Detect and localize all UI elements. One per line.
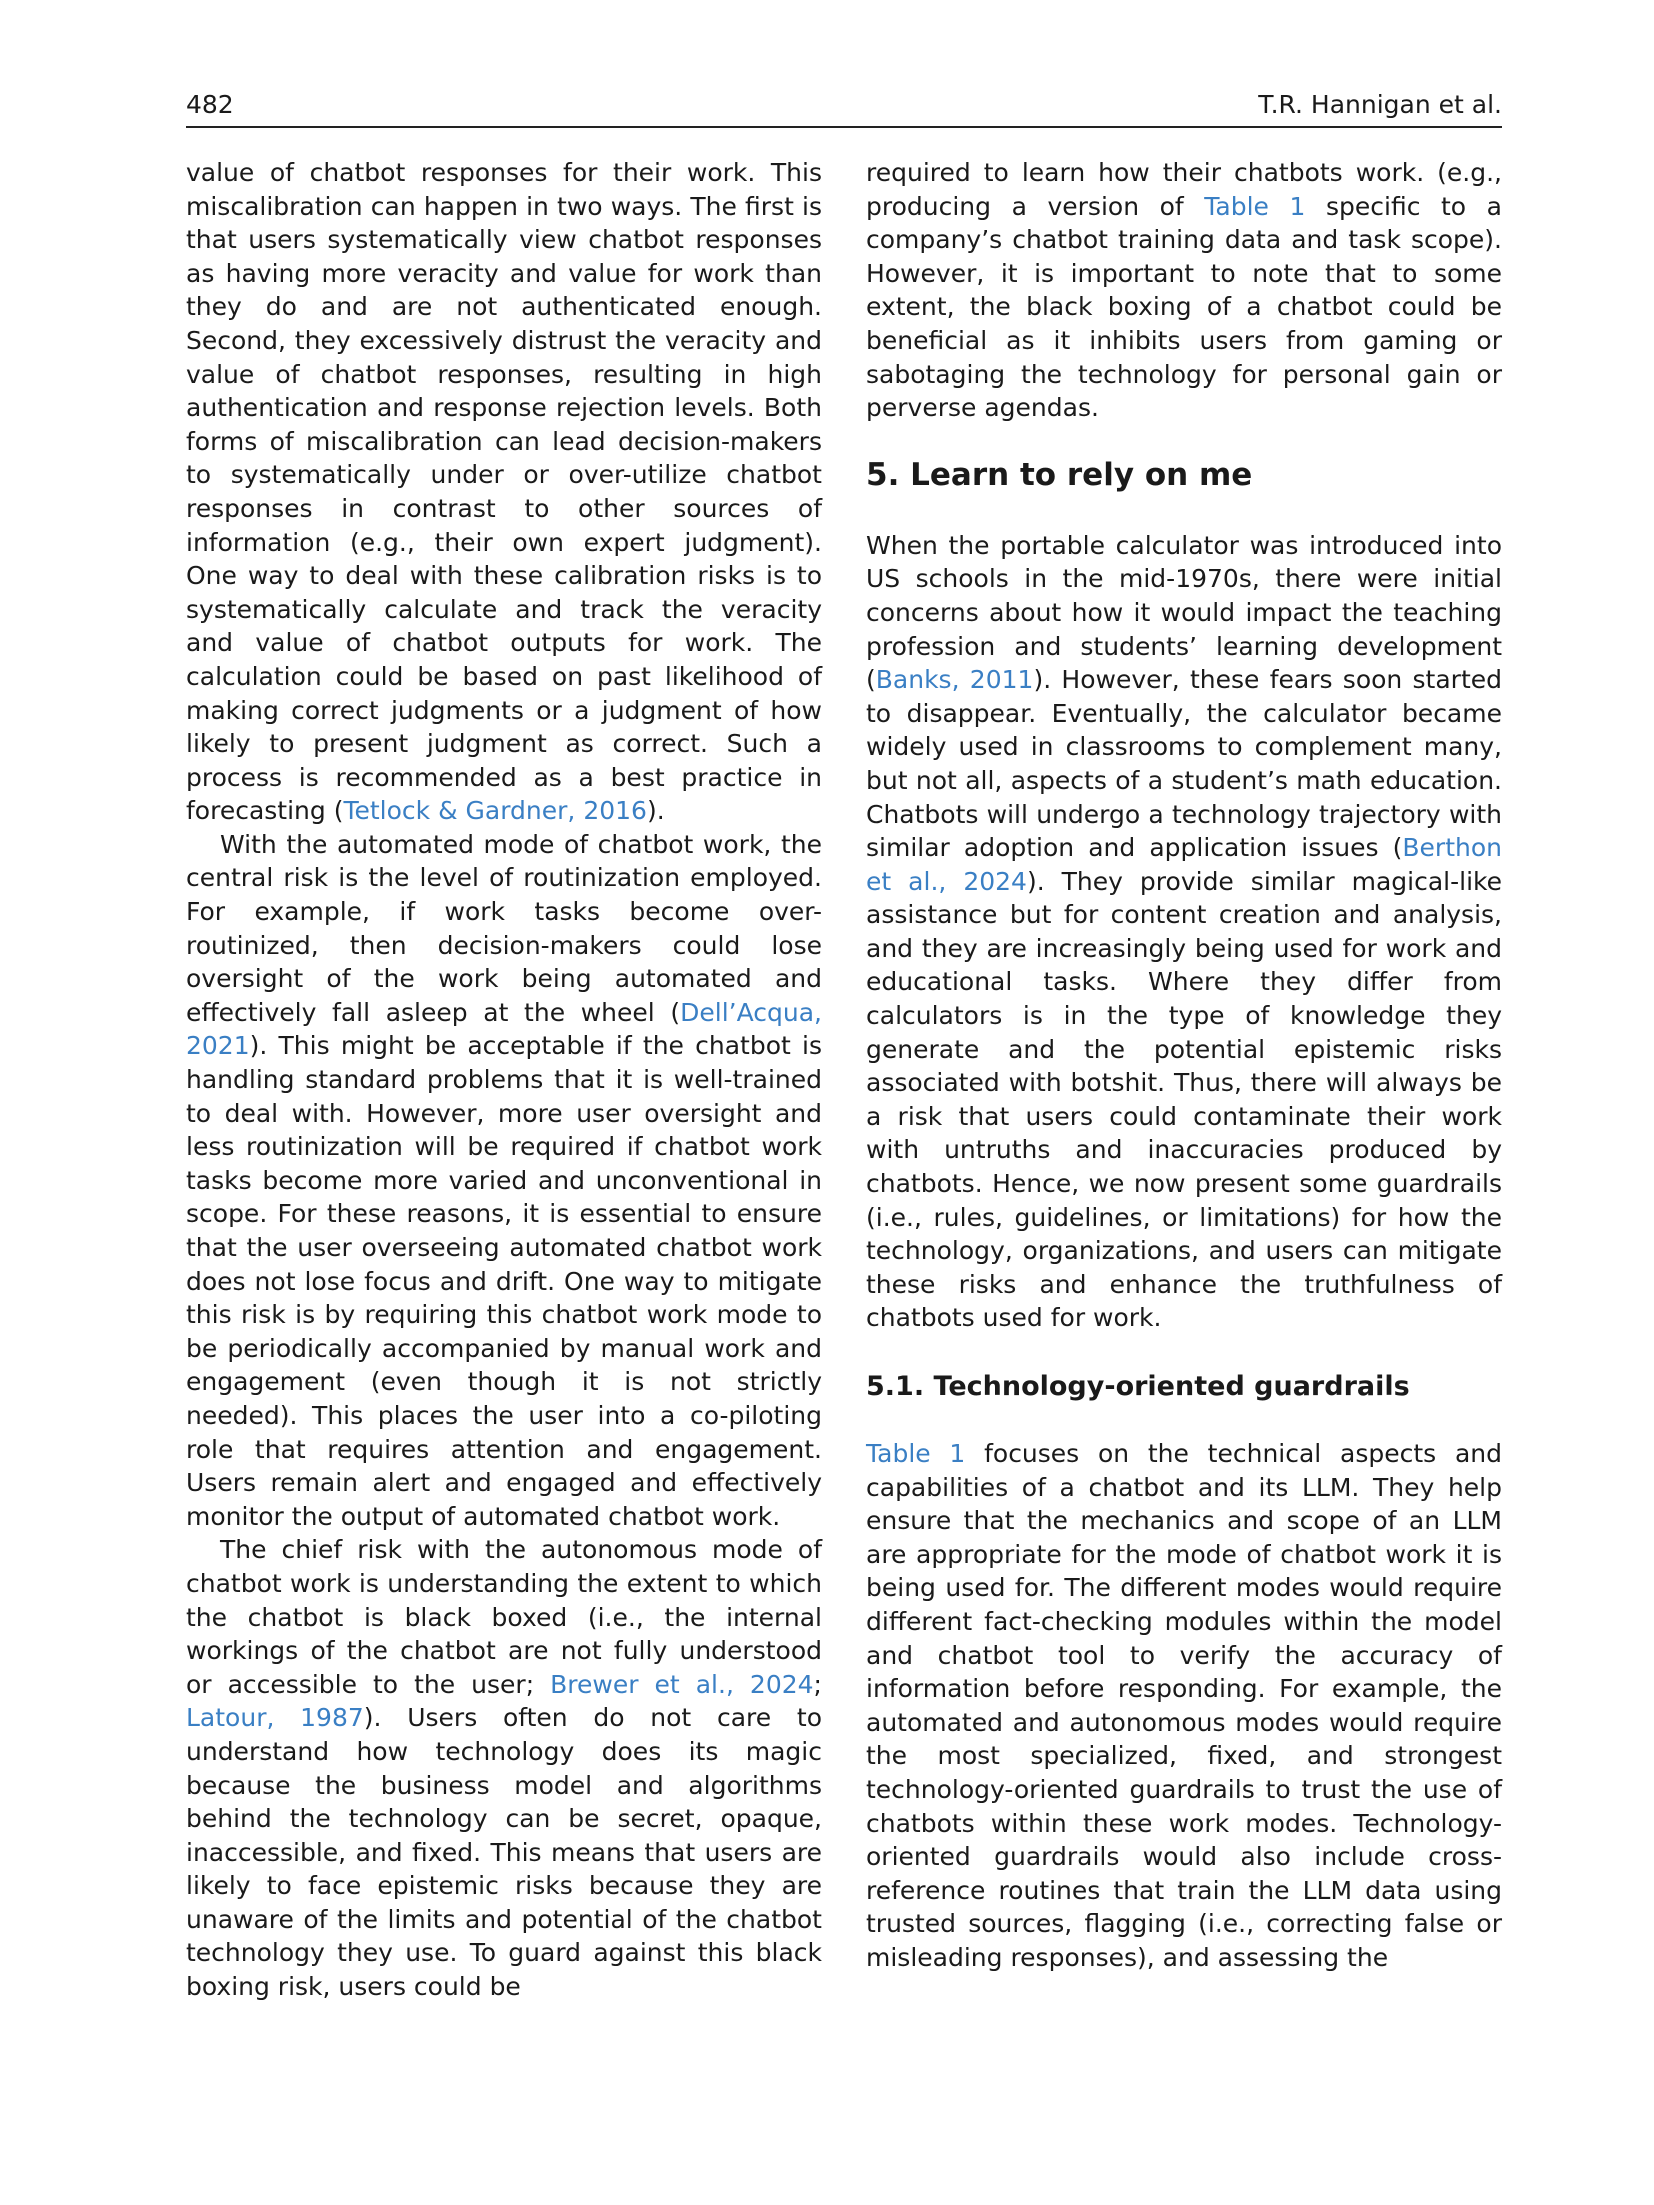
paragraph <box>866 529 1502 1335</box>
paragraph <box>866 156 1502 425</box>
citation-link[interactable]: Banks, 2011 <box>875 665 1034 695</box>
citation-link[interactable]: Tetlock & Gardner, 2016 <box>343 796 647 826</box>
citation-link[interactable]: Brewer et al., 2024 <box>550 1669 814 1699</box>
running-header <box>186 90 1502 128</box>
table-link[interactable]: Table 1 <box>866 1439 966 1468</box>
text-run: ). This might be acceptable if the chatbot is handling standard problems that it is well-trained to deal with. However, more user oversight and less routinization will be required if chatbot work tasks become more varied and unconventional in scope. For these reasons, it is essential to ensure that the user overseeing automated chatbot work does not lose focus and drift. One way to mitigate this risk is by requiring this chatbot work mode to be periodically accompanied by manual work and engagement (even though it is not strictly needed). This places the user into a co-piloting role that requires attention and engagement. Users remain alert and engaged and effectively monitor the output of automated chatbot work. <box>186 1031 822 1531</box>
text-run: With the automated mode of chatbot work, the central risk is the level of routinization employed. For example, if work tasks become over-routinized, then decision-makers could lose oversight of the work being automated and effectively fall asleep at the wheel ( <box>186 829 822 1027</box>
paragraph <box>186 1533 822 2003</box>
text-run: ). Users often do not care to understand how technology does its magic because the business model and algorithms behind the technology can be secret, opaque, inaccessible, and fixed. This means that users are likely to face epistemic risks because they are unaware of the limits and potential of the chatbot technology they use. To guard against this black boxing risk, users could be <box>186 1703 822 2002</box>
paragraph <box>866 1437 1502 1975</box>
text-run: ). They provide similar magical-like assistance but for content creation and analysis, and they are increasingly being used for work and educational tasks. Where they differ from calculators is in the type of knowledge they generate and the potential epistemic risks associated with botshit. Thus, there will always be a risk that users could contaminate their work with untruths and inaccuracies produced by chatbots. Hence, we now present some guardrails (i.e., rules, guidelines, or limitations) for how the technology, organizations, and users can mitigate these risks and enhance the truthfulness of chatbots used for work. <box>866 866 1502 1333</box>
table-link[interactable]: Table 1 <box>1204 191 1306 221</box>
text-run: The chief risk with the autonomous mode of chatbot work is understanding the extent to which the chatbot is black boxed (i.e., the internal workings of the chatbot are not fully understood or accessible to the user; <box>186 1535 822 1699</box>
citation-link[interactable]: Berthon et al., 2024 <box>866 833 1502 896</box>
text-run: value of chatbot responses for their work. This miscalibration can happen in two ways. The first is that users systematically view chatbot responses as having more veracity and value for work than they do and are not authenticated enough. Second, they excessively distrust the veracity and value of chatbot responses, resulting in high authentication and response rejection levels. Both forms of miscalibration can lead decision-makers to systematically under or over-utilize chatbot responses in contrast to other sources of information (e.g., their own expert judgment). One way to deal with these calibration risks is to systematically calculate and track the veracity and value of chatbot outputs for work. The calculation could be based on past likelihood of making correct judgments or a judgment of how likely to present judgment as correct. Such a process is recommended as a best practice in forecasting ( <box>186 158 822 826</box>
text-run: focuses on the technical aspects and capabilities of a chatbot and its LLM. They help ensure that the mechanics and scope of an LLM are appropriate for the mode of chatbot work it is being used for. The different modes would require different fact-checking modules within the model and chatbot tool to verify the accuracy of information before responding. For example, the automated and autonomous modes would require the most specialized, fixed, and strongest technology-oriented guardrails to trust the use of chatbots within these work modes. Technology-oriented guardrails would also include cross-reference routines that train the LLM data using trusted sources, flagging (i.e., correcting false or misleading responses), and assessing the <box>866 1439 1502 1972</box>
left-column <box>186 156 822 2004</box>
text-run: ). <box>646 796 665 826</box>
text-run: ). However, these fears soon started to disappear. Eventually, the calculator became widely used in classrooms to complement many, but not all, aspects of a student’s math education. Chatbots will undergo a technology trajectory with similar adoption and application issues ( <box>866 665 1502 863</box>
text-run: ; <box>813 1669 822 1699</box>
citation-link[interactable]: Dell’Acqua, 2021 <box>186 997 822 1061</box>
paragraph <box>186 156 822 828</box>
text-run: specific to a company’s chatbot training data and task scope). However, it is important to note that to some extent, the black boxing of a chatbot could be beneficial as it inhibits users from gaming or sabotaging the technology for personal gain or perverse agendas. <box>866 191 1502 423</box>
paragraph <box>186 828 822 1533</box>
subsection-heading: 5.1. Technology-oriented guardrails <box>866 1371 1410 1402</box>
page-number: 482 <box>186 90 234 119</box>
text-run: When the portable calculator was introduced into US schools in the mid-1970s, there were initial concerns about how it would impact the teaching profession and students’ learning development ( <box>866 530 1502 695</box>
section-heading: 5. Learn to rely on me <box>866 456 1253 493</box>
running-authors: T.R. Hannigan et al. <box>1258 90 1502 119</box>
text-run: required to learn how their chatbots work. (e.g., producing a version of <box>866 158 1502 221</box>
right-column <box>866 156 1502 1975</box>
citation-link[interactable]: Latour, 1987 <box>186 1703 364 1733</box>
